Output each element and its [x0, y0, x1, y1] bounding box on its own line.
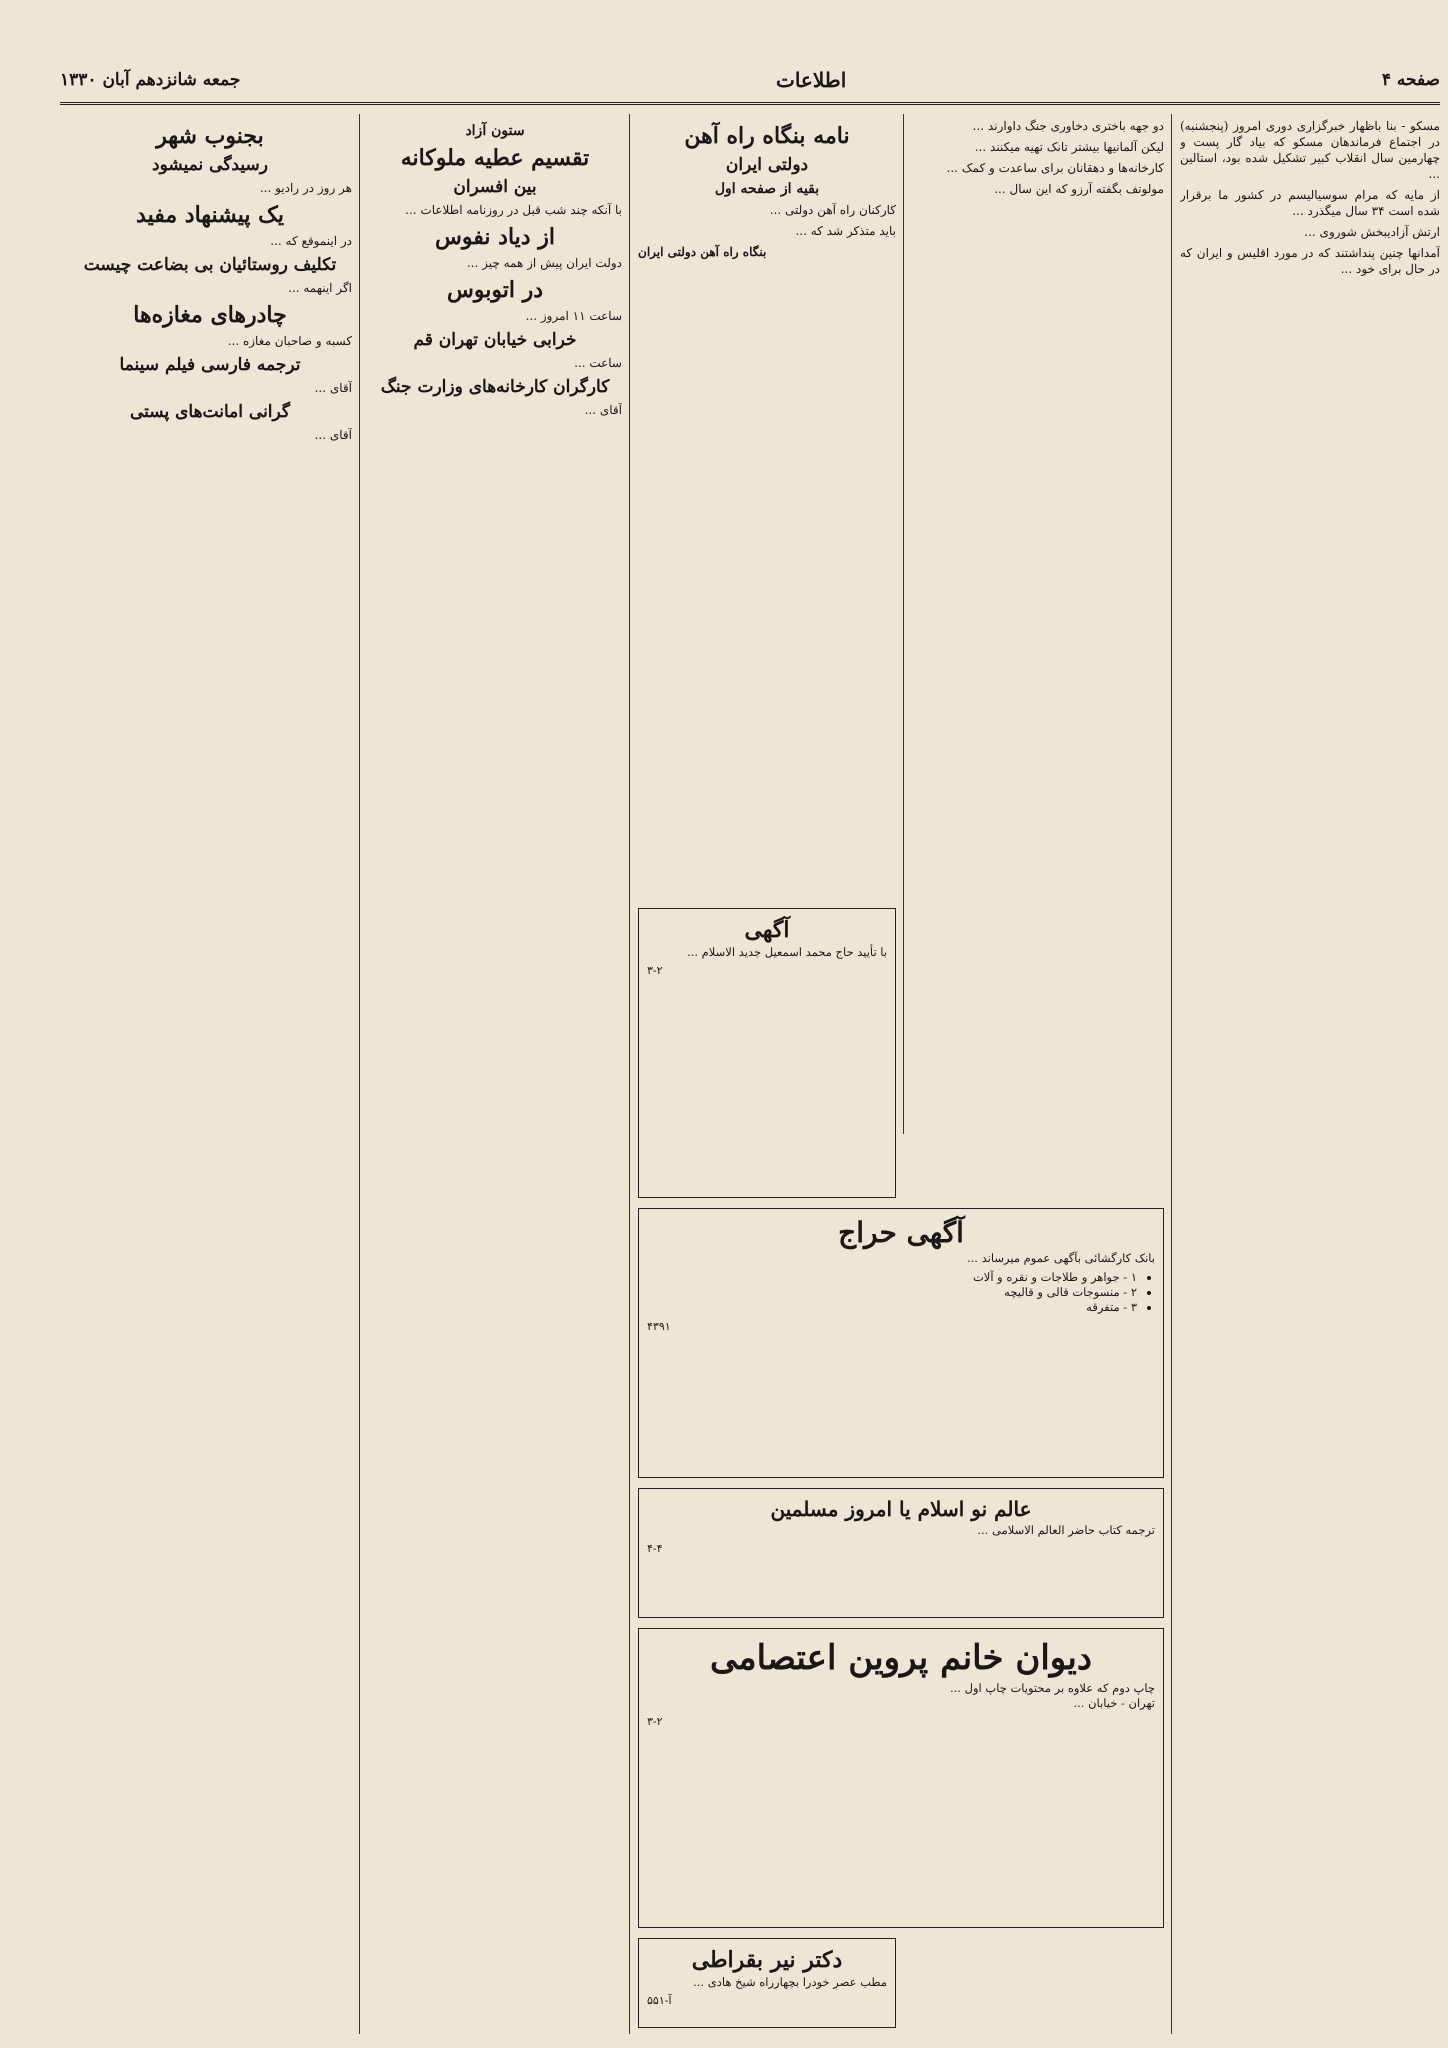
- article-paragraph: با آنکه چند شب قبل در روزنامه اطلاعات ...: [405, 203, 622, 217]
- ad-title: آگهی: [744, 917, 790, 943]
- article-paragraph: لیکن آلمانیها بیشتر تانک تهیه میکنند ...: [974, 140, 1164, 154]
- ad-title: عالم نو اسلام یا امروز مسلمین: [770, 1497, 1032, 1521]
- article-paragraph: آقای ...: [314, 428, 352, 442]
- article-paragraph: آمدانها چنین پنداشتند که در مورد اقلیس و ایران که در حال برای خود ...: [1180, 246, 1440, 276]
- article-paragraph: مولوتف بگفته آرزو که این سال ...: [994, 182, 1164, 196]
- article-paragraph: دو جهه باختری دخاوری جنگ داوارند ...: [972, 119, 1164, 133]
- column-free: [368, 118, 622, 2018]
- ad-list: [647, 1270, 1155, 1315]
- column-rule: [1171, 114, 1172, 2034]
- ad-body: مطب عصر خودرا بچهارراه شیخ هادی ...: [693, 1975, 887, 1989]
- article-headline: بجنوب شهر: [156, 123, 264, 149]
- issue-date: جمعه شانزدهم آبان ۱۳۳۰: [60, 70, 241, 90]
- article-paragraph: باید متذکر شد که ...: [795, 224, 896, 238]
- article-headline: ترجمه فارسی فیلم سینما: [119, 355, 301, 375]
- ad-list-item: • ۱ - جواهر و طلاجات و نقره و آلات: [647, 1270, 1137, 1285]
- article-headline: گرانی امانت‌های پستی: [129, 402, 290, 422]
- article-paragraph: کارخانه‌ها و دهقانان برای ساعدت و کمک ...: [946, 161, 1164, 175]
- ad-code: ۳-۲: [647, 964, 663, 977]
- ad-alam: [638, 1488, 1164, 1618]
- article-subheadline: بین افسران: [453, 177, 537, 197]
- article-paragraph: ساعت ۱۱ امروز ...: [525, 309, 622, 323]
- article-dateline: مسکو - بنا باظهار خبرگزاری دوری امروز (پنجشنبه) در اجتماع فرماندهان مسکو که بیاد گار پست و چهارمین سال انقلاب کبیر تشکیل شده بود، استالین ...: [1180, 119, 1440, 181]
- newspaper-name: اطلاعات: [776, 68, 847, 92]
- ad-title: دکتر نیر بقراطی: [691, 1947, 843, 1973]
- article-headline: تکلیف روستائیان بی بضاعت چیست: [83, 255, 337, 275]
- article-paragraph: دولت ایران پیش از همه چیز ...: [466, 256, 622, 270]
- article-headline: چادرهای مغازه‌ها: [133, 302, 287, 328]
- page-number: صفحه ۴: [1381, 70, 1440, 90]
- ad-title: آگهی حراج: [838, 1216, 964, 1249]
- article-headline: تقسیم عطیه ملوکانه: [400, 145, 590, 171]
- newspaper-page: [60, 58, 1440, 2038]
- article-headline: خرابی خیابان تهران قم: [413, 330, 577, 350]
- ad-doctor: [638, 1938, 896, 2028]
- column-rule: [359, 114, 360, 2034]
- column-railway: [638, 118, 896, 898]
- ad-divan: [638, 1628, 1164, 1928]
- article-paragraph: آقای ...: [314, 381, 352, 395]
- article-subheadline: دولتی ایران: [725, 155, 809, 175]
- ad-list-item: • ۳ - متفرقه: [647, 1300, 1137, 1315]
- article-headline: از دیاد نفوس: [435, 224, 555, 250]
- article-paragraph: اگر اینهمه ...: [288, 281, 352, 295]
- ad-code: ۴۳۹۱: [647, 1320, 671, 1333]
- ad-code: ۴-۴: [647, 1542, 663, 1555]
- ad-list-item: • ۲ - منسوجات قالی و قالیچه: [647, 1285, 1137, 1300]
- ad-address: تهران - خیابان ...: [1073, 1696, 1155, 1710]
- masthead: [60, 58, 1440, 105]
- ad-haraj: [638, 1208, 1164, 1478]
- ad-code: آ-۵۵۱: [647, 1994, 672, 2007]
- article-headline: نامه بنگاه راه آهن: [684, 123, 850, 149]
- article-paragraph: از مایه که مرام سوسیالیسم در کشور ما برقرار شده است ۳۴ سال میگذرد ...: [1180, 188, 1440, 218]
- article-headline: در اتوبوس: [446, 277, 544, 303]
- ad-body: با تأیید حاج محمد اسمعیل جدید الاسلام ...: [687, 945, 887, 959]
- article-paragraph: هر روز در رادیو ...: [259, 181, 352, 195]
- article-signature: بنگاه راه آهن دولتی ایران: [638, 245, 767, 259]
- ad-body: بانک کارگشائی بآگهی عموم میرساند ...: [967, 1251, 1155, 1265]
- column-south-city: [68, 118, 352, 2018]
- ad-title: دیوان خانم پروین اعتصامی: [710, 1638, 1092, 1678]
- article-subheadline: رسیدگی نمیشود: [152, 155, 268, 175]
- column-moscow: [1180, 118, 1440, 2018]
- ad-body: ترجمه کتاب حاضر العالم الاسلامی ...: [977, 1523, 1155, 1537]
- article-paragraph: ارتش آزادیبخش شوروی ...: [1304, 225, 1440, 239]
- article-paragraph: کارکنان راه آهن دولتی ...: [769, 203, 896, 217]
- article-paragraph: ساعت ...: [574, 356, 622, 370]
- section-label: ستون آزاد: [465, 123, 525, 139]
- column-rule: [629, 114, 630, 2034]
- ad-code: ۳-۲: [647, 1715, 663, 1728]
- article-headline: یک پیشنهاد مفید: [136, 202, 284, 228]
- ad-agahi: [638, 908, 896, 1198]
- article-continued: بقیه از صفحه اول: [714, 181, 820, 197]
- article-paragraph: در اینموقع که ...: [270, 234, 352, 248]
- article-paragraph: کسبه و صاحبان مغازه ...: [227, 334, 352, 348]
- article-headline: کارگران کارخانه‌های وزارت جنگ: [380, 377, 610, 397]
- ad-body: چاپ دوم که علاوه بر محتویات چاپ اول ...: [949, 1681, 1155, 1695]
- column-rule: [903, 114, 904, 1134]
- article-paragraph: آقای ...: [584, 403, 622, 417]
